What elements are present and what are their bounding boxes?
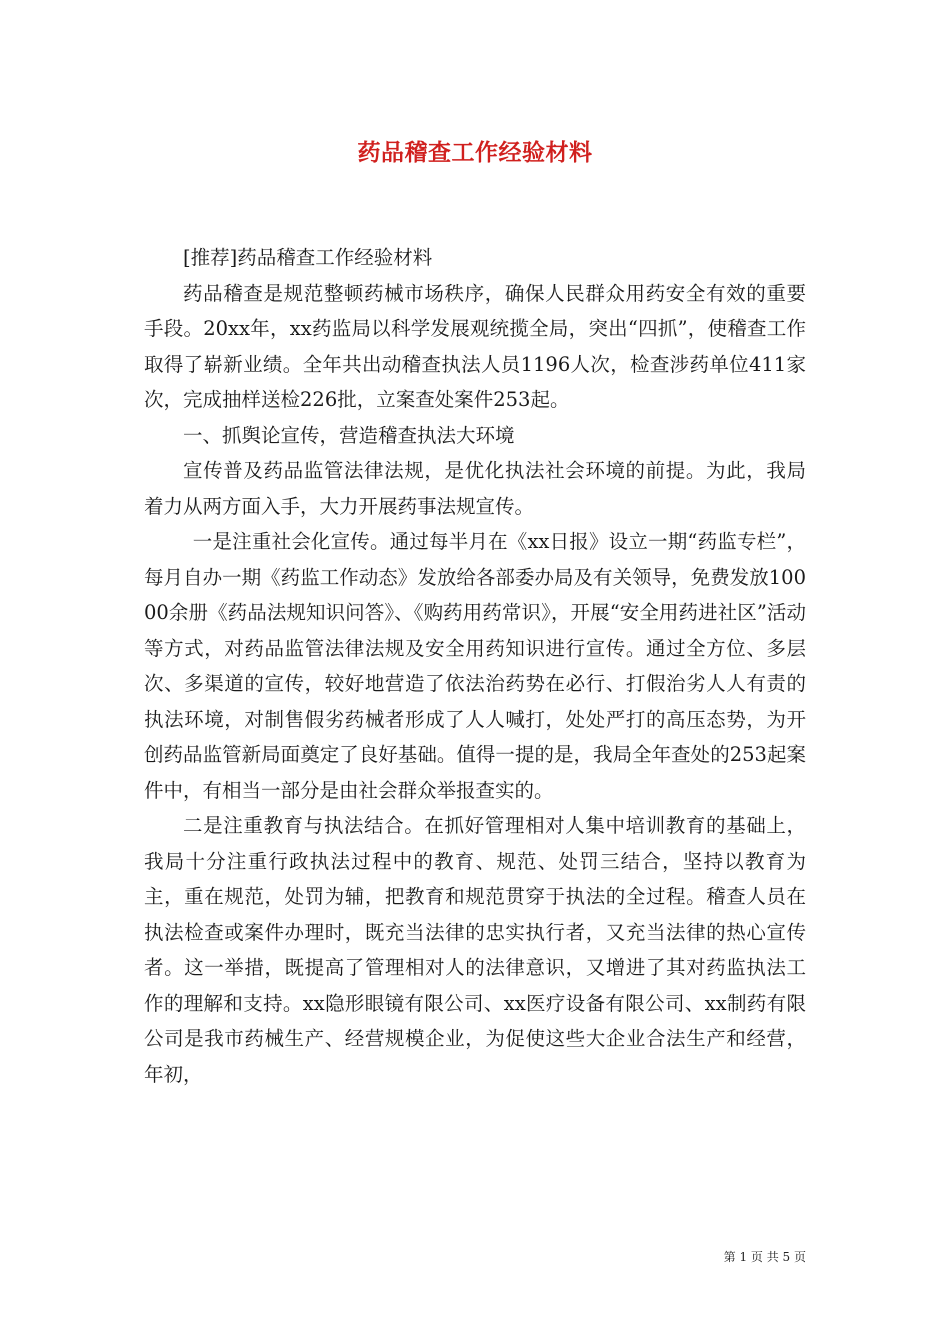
paragraph-education-enforcement: 二是注重教育与执法结合。在抓好管理相对人集中培训教育的基础上，我局十分注重行政执法过程中的教育、规范、处罚三结合，坚持以教育为主，重在规范，处罚为辅，把教育和规范贯穿于执法的全过程。稽查人员在执法检查或案件办理时，既充当法律的忠实执行者，又充当法律的热心宣传者。这一举措，既提高了管理相对人的法律意识，又增进了其对药监执法工作的理解和支持。xx隐形眼镜有限公司、xx医疗设备有限公司、xx制药有限公司是我市药械生产、经营规模企业，为促使这些大企业合法生产和经营，年初，: [144, 814, 806, 1086]
paragraph-social-publicity: 一是注重社会化宣传。通过每半月在《xx日报》设立一期“药监专栏”，每月自办一期《药监工作动态》发放给各部委办局及有关领导，免费发放10000余册《药品法规知识问答》、《购药用药常识》，开展“安全用药进社区”活动等方式，对药品监管法律法规及安全用药知识进行宣传。通过全方位、多层次、多渠道的宣传，较好地营造了依法治药势在必行、打假治劣人人有责的执法环境，对制售假劣药械者形成了人人喊打，处处严打的高压态势，为开创药品监管新局面奠定了良好基础。值得一提的是，我局全年查处的253起案件中，有相当一部分是由社会群众举报查实的。: [144, 530, 806, 802]
document-body: [144, 240, 806, 1092]
document-title: 药品稽查工作经验材料: [357, 139, 593, 166]
paragraph-summary: 药品稽查是规范整顿药械市场秩序，确保人民群众用药安全有效的重要手段。20xx年，xx药监局以科学发展观统揽全局，突出“四抓”，使稽查工作取得了崭新业绩。全年共出动稽查执法人员1196人次，检查涉药单位411家次，完成抽样送检226批，立案查处案件253起。: [144, 281, 806, 411]
paragraph-intro-tag: [推荐]药品稽查工作经验材料: [183, 246, 433, 269]
section-heading-1: 一、抓舆论宣传，营造稽查执法大环境: [183, 423, 515, 447]
page-number-footer: 第 1 页 共 5 页: [723, 1250, 806, 1264]
paragraph-section-1-intro: 宣传普及药品监管法律法规，是优化执法社会环境的前提。为此，我局着力从两方面入手，大力开展药事法规宣传。: [144, 459, 806, 518]
